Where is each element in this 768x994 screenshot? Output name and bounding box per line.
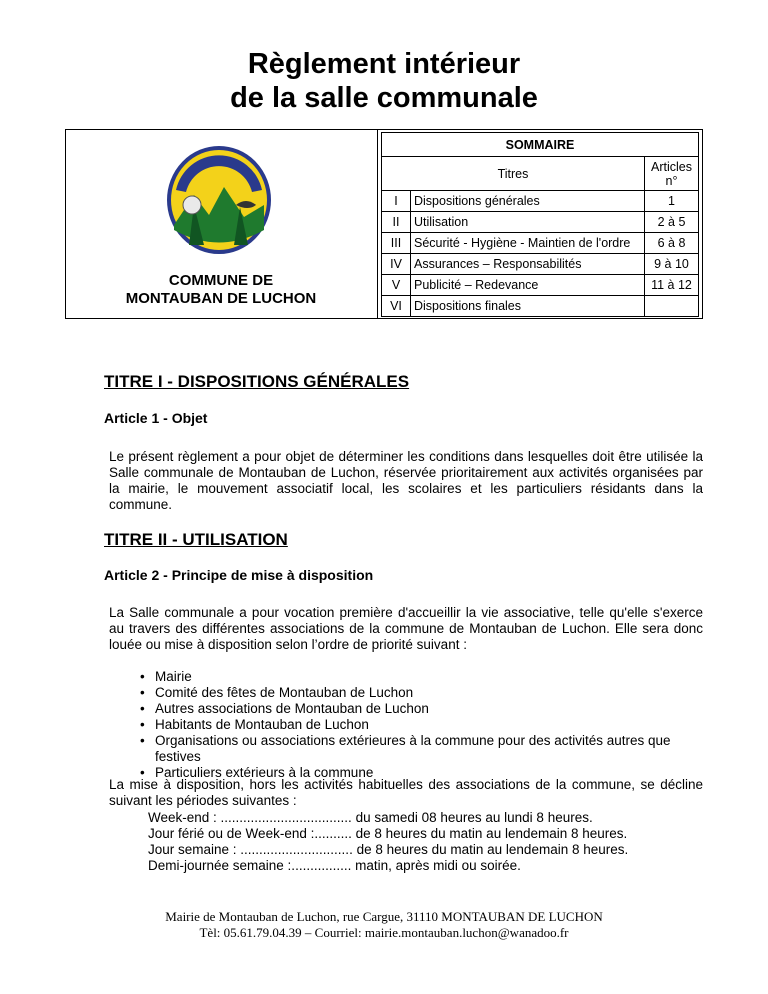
list-item: • Autres associations de Montauban de Luchon <box>109 701 703 717</box>
row-articles: 6 à 8 <box>645 233 699 254</box>
article-2-intro: La Salle communale a pour vocation première d'accueillir la vie associative, telle qu'elle s'exerce au travers des différentes associations de la commune de Montauban de Luchon. Elle sera donc louée ou mise à disposition selon l’ordre de priorité suivant : <box>109 605 703 652</box>
footer <box>0 909 768 941</box>
column-header-articles: Articles n° <box>645 157 699 191</box>
row-articles: 2 à 5 <box>645 212 699 233</box>
header-box <box>65 129 703 319</box>
row-title: Dispositions finales <box>411 296 645 317</box>
commune-logo <box>164 145 274 255</box>
row-title: Assurances – Responsabilités <box>411 254 645 275</box>
row-title: Utilisation <box>411 212 645 233</box>
footer-address: Mairie de Montauban de Luchon, rue Cargue, 31110 MONTAUBAN DE LUCHON <box>165 909 603 924</box>
commune-name <box>66 272 376 308</box>
row-articles: 1 <box>645 191 699 212</box>
article-1-text <box>109 449 703 513</box>
period-jour-semaine: Jour semaine : .............................. de 8 heures du matin au lendemain 8 heures. <box>148 842 629 857</box>
row-title: Dispositions générales <box>411 191 645 212</box>
row-number: III <box>382 233 411 254</box>
row-articles: 9 à 10 <box>645 254 699 275</box>
row-articles <box>645 296 699 317</box>
sommaire-table <box>381 132 699 317</box>
table-row <box>382 254 699 275</box>
document-title-line-2: de la salle communale <box>230 82 538 114</box>
titre-2-heading: TITRE II - UTILISATION <box>104 530 288 549</box>
row-number: IV <box>382 254 411 275</box>
table-row <box>382 296 699 317</box>
commune-name-line-1: COMMUNE DE <box>168 272 274 289</box>
period-weekend: Week-end : ................................... du samedi 08 heures au lundi 8 heures. <box>148 810 593 825</box>
row-number: VI <box>382 296 411 317</box>
row-title: Sécurité - Hygiène - Maintien de l'ordre <box>411 233 645 254</box>
row-articles: 11 à 12 <box>645 275 699 296</box>
commune-name-line-2: MONTAUBAN DE LUCHON <box>125 290 317 307</box>
list-item: • Particuliers extérieurs à la commune <box>109 765 703 781</box>
list-item: • Habitants de Montauban de Luchon <box>109 717 703 733</box>
priority-list <box>109 669 703 781</box>
document-title <box>0 47 768 115</box>
titre-1-heading: TITRE I - DISPOSITIONS GÉNÉRALES <box>104 372 410 391</box>
table-row <box>382 212 699 233</box>
row-number: I <box>382 191 411 212</box>
list-item: • Comité des fêtes de Montauban de Luchon <box>109 685 703 701</box>
article-1-body: Le présent règlement a pour objet de déterminer les conditions dans lesquelles doit être utilisée la Salle communale de Montauban de Luchon, réservée prioritairement aux activités organisées par la mairie, le mouvement associatif local, les scolaires et les particuliers résidants dans la commune. <box>109 449 703 512</box>
table-row <box>382 191 699 212</box>
period-jour-ferie: Jour férié ou de Week-end :.......... de 8 heures du matin au lendemain 8 heures. <box>148 826 628 841</box>
period-demi-journee: Demi-journée semaine :................ matin, après midi ou soirée. <box>148 858 521 873</box>
row-title: Publicité – Redevance <box>411 275 645 296</box>
article-2-heading: Article 2 - Principe de mise à disposition <box>104 567 374 583</box>
periods-intro: La mise à disposition, hors les activités habituelles des associations de la commune, se décline suivant les périodes suivantes : <box>109 777 703 808</box>
column-header-titres: Titres <box>382 157 645 191</box>
list-item: • Organisations ou associations extérieures à la commune pour des activités autres que festives <box>109 733 703 765</box>
list-item: • Mairie <box>109 669 703 685</box>
footer-contact: Tèl: 05.61.79.04.39 – Courriel: mairie.montauban.luchon@wanadoo.fr <box>199 925 569 940</box>
document-title-line-1: Règlement intérieur <box>247 48 521 80</box>
periods-list <box>148 810 628 874</box>
commune-panel <box>66 130 378 318</box>
row-number: V <box>382 275 411 296</box>
table-row <box>382 275 699 296</box>
row-number: II <box>382 212 411 233</box>
article-1-heading: Article 1 - Objet <box>104 410 208 426</box>
table-row <box>382 233 699 254</box>
sommaire-title: SOMMAIRE <box>382 133 699 157</box>
